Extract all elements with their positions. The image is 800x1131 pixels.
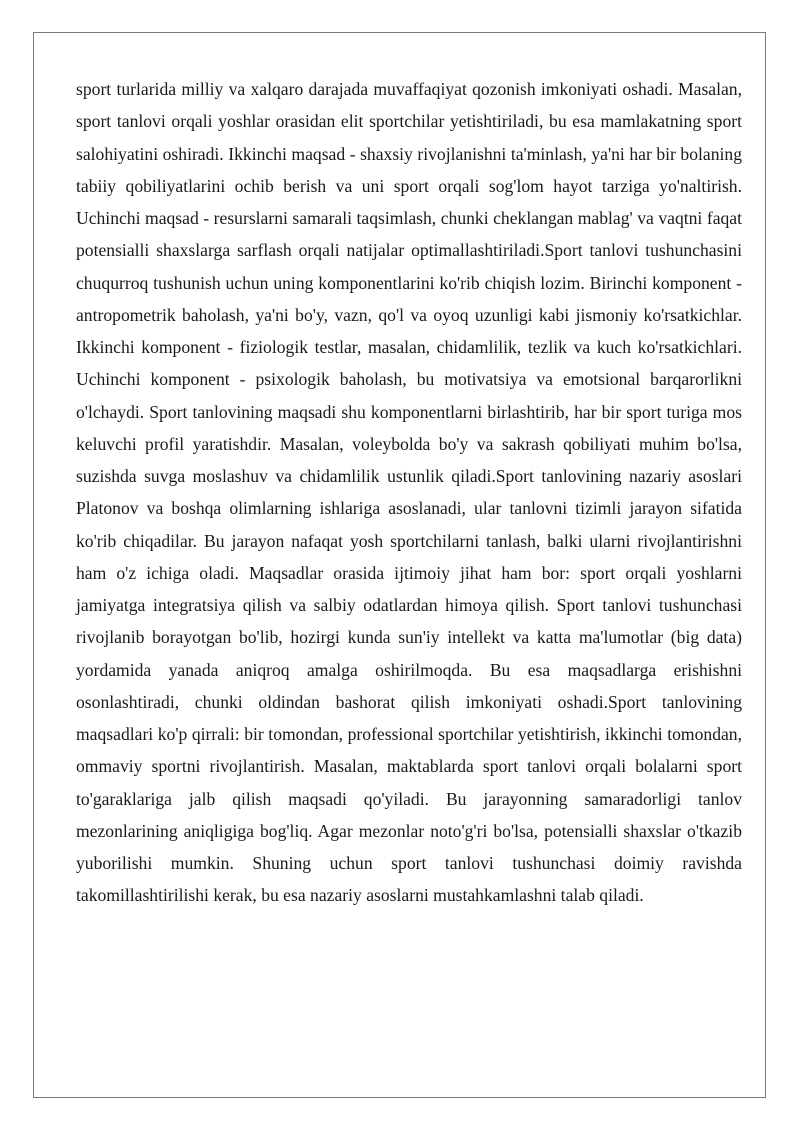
body-paragraph: sport turlarida milliy va xalqaro darajada muvaffaqiyat qozonish imkoniyati oshadi. Masalan, sport tanlovi orqali yoshlar orasidan elit sportchilar yetishtiriladi, bu esa mamlakatning sport salohiyatini oshiradi. Ikkinchi maqsad - shaxsiy rivojlanishni ta'minlash, ya'ni har bir bolaning tabiiy qobiliyatlarini ochib berish va uni sport orqali sog'lom hayot tarziga yo'naltirish. Uchinchi maqsad - resurslarni samarali taqsimlash, chunki cheklangan mablag' va vaqtni faqat potensialli shaxslarga sarflash orqali natijalar optimallashtiriladi.Sport tanlovi tushunchasini chuqurroq tushunish uchun uning komponentlarini ko'rib chiqish lozim. Birinchi komponent - antropometrik baholash, ya'ni bo'y, vazn, qo'l va oyoq uzunligi kabi jismoniy ko'rsatkichlar. Ikkinchi komponent - fiziologik testlar, masalan, chidamlilik, tezlik va kuch ko'rsatkichlari. Uchinchi komponent - psixologik baholash, bu motivatsiya va emotsional barqarorlikni o'lchaydi. Sport tanlovining maqsadi shu komponentlarni birlashtirib, har bir sport turiga mos keluvchi profil yaratishdir. Masalan, voleybolda bo'y va sakrash qobiliyati muhim bo'lsa, suzishda suvga moslashuv va chidamlilik ustunlik qiladi.Sport tanlovining nazariy asoslari Platonov va boshqa olimlarning ishlariga asoslanadi, ular tanlovni tizimli jarayon sifatida ko'rib chiqadilar. Bu jarayon nafaqat yosh sportchilarni tanlash, balki ularni rivojlantirishni ham o'z ichiga oladi. Maqsadlar orasida ijtimoiy jihat ham bor: sport orqali yoshlarni jamiyatga integratsiya qilish va salbiy odatlardan himoya qilish. Sport tanlovi tushunchasi rivojlanib borayotgan bo'lib, hozirgi kunda sun'iy intellekt va katta ma'lumotlar (big data) yordamida yanada aniqroq amalga oshirilmoqda. Bu esa maqsadlarga erishishni osonlashtiradi, chunki oldindan bashorat qilish imkoniyati oshadi.Sport tanlovining maqsadlari ko'p qirrali: bir tomondan, professional sportchilar yetishtirish, ikkinchi tomondan, ommaviy sportni rivojlantirish. Masalan, maktablarda sport tanlovi orqali bolalarni sport to'garaklariga jalb qilish maqsadi qo'yiladi. Bu jarayonning samaradorligi tanlov mezonlarining aniqligiga bog'liq. Agar mezonlar noto'g'ri bo'lsa, potensialli shaxslar o'tkazib yuborilishi mumkin. Shuning uchun sport tanlovi tushunchasi doimiy ravishda takomillashtirilishi kerak, bu esa nazariy asoslarni mustahkamlashni talab qiladi. <box>76 79 742 906</box>
